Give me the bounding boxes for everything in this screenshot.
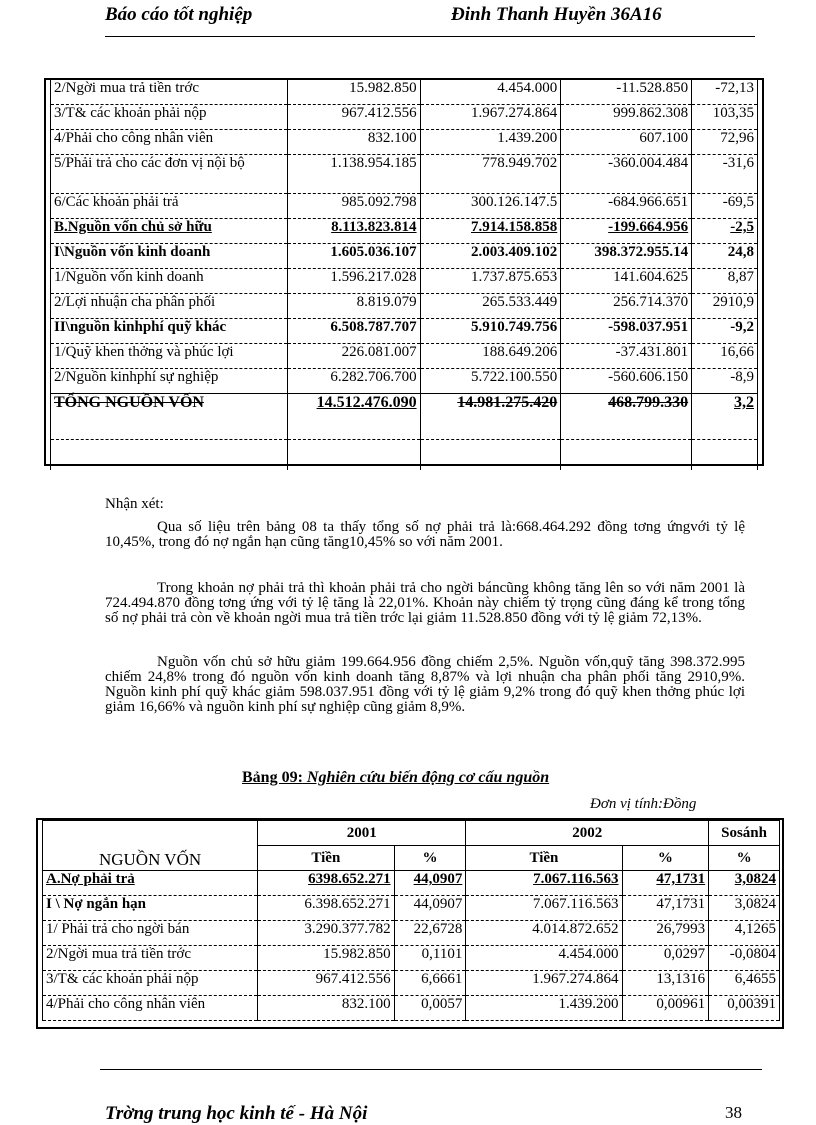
row-value: 607.100 xyxy=(561,130,692,155)
row-value: 4.014.872.652 xyxy=(466,921,622,946)
row-value: 6.398.652.271 xyxy=(258,896,394,921)
row-value: 6,4655 xyxy=(709,971,780,996)
comment-paragraph-3: Nguồn vốn chủ sở hữu giảm 199.664.956 đồng chiếm 2,5%. Nguồn vốn,quỹ tăng 398.372.995 chiếm 24,8% trong đó nguồn vốn kinh doanh tăng 8,87% và lợi nhuận cha phân phối tăng 2910,9%. Nguồn kinh phí quỹ khác giảm 598.037.951 đồng với tỷ lệ giảm 9,2% trong đó quỹ khen thởng phúc lợi giảm 16,66% và nguồn kinh phí sự nghiệp cũng giảm 8,9%. xyxy=(105,654,745,715)
structure-table xyxy=(36,818,784,1029)
row-label: A.Nợ phải trả xyxy=(43,871,258,896)
row-label: I \ Nợ ngắn hạn xyxy=(43,896,258,921)
table-row xyxy=(51,294,758,319)
row-value: 8.819.079 xyxy=(288,294,420,319)
footer-divider xyxy=(100,1069,762,1070)
row-value: 398.372.955.14 xyxy=(561,244,692,269)
row-value: 256.714.370 xyxy=(561,294,692,319)
table-row xyxy=(43,871,780,896)
row-value: -31,6 xyxy=(692,155,758,194)
empty-cell xyxy=(51,440,288,471)
col-header-compare: Sosánh xyxy=(709,821,780,846)
row-value: 8.113.823.814 xyxy=(288,219,420,244)
col-header-money-2002: Tiền xyxy=(466,846,622,871)
row-value: 468.799.330 xyxy=(561,394,692,440)
page-number: 38 xyxy=(725,1103,742,1122)
row-value: 6.282.706.700 xyxy=(288,369,420,394)
table-row xyxy=(51,194,758,219)
row-label: 3/T& các khoản phải nộp xyxy=(43,971,258,996)
row-value: 26,7993 xyxy=(622,921,709,946)
row-value: 7.067.116.563 xyxy=(466,871,622,896)
table-row xyxy=(51,394,758,440)
author-name: Đinh Thanh Huyền 36A16 xyxy=(451,4,662,25)
row-value: 1.967.274.864 xyxy=(420,105,561,130)
row-value: -72,13 xyxy=(692,80,758,105)
table-row xyxy=(51,80,758,105)
row-value: -69,5 xyxy=(692,194,758,219)
row-value: 6,6661 xyxy=(394,971,466,996)
row-value: 1.439.200 xyxy=(466,996,622,1021)
row-value: 985.092.798 xyxy=(288,194,420,219)
row-value: 1.439.200 xyxy=(420,130,561,155)
table-row xyxy=(51,219,758,244)
row-value: -2,5 xyxy=(692,219,758,244)
row-value: 22,6728 xyxy=(394,921,466,946)
row-value: 1.737.875.653 xyxy=(420,269,561,294)
row-value: 778.949.702 xyxy=(420,155,561,194)
row-value: 3,2 xyxy=(692,394,758,440)
comment-paragraph-1: Qua số liệu trên bảng 08 ta thấy tổng số nợ phải trả là:668.464.292 đồng tơng ứngvới tỷ lệ 10,45%, trong đó nợ ngắn hạn cũng tăng10,45% so với năm 2001. xyxy=(105,519,745,550)
table-row xyxy=(51,130,758,155)
row-label: 5/Phải trả cho các đơn vị nội bộ xyxy=(51,155,288,194)
row-value: 6398.652.271 xyxy=(258,871,394,896)
row-value: -684.966.651 xyxy=(561,194,692,219)
row-value: -37.431.801 xyxy=(561,344,692,369)
row-value: 967.412.556 xyxy=(288,105,420,130)
comments-title: Nhận xét: xyxy=(105,496,164,512)
row-value: 24,8 xyxy=(692,244,758,269)
table-number: Bảng 09: xyxy=(242,769,303,786)
col-header-2001: 2001 xyxy=(258,821,466,846)
empty-cell xyxy=(420,440,561,471)
empty-cell xyxy=(561,440,692,471)
row-label: 4/Phải cho công nhân viên xyxy=(43,996,258,1021)
row-value: 0,1101 xyxy=(394,946,466,971)
col-header-pct-2001: % xyxy=(394,846,466,871)
table-row xyxy=(43,896,780,921)
row-value: 2910,9 xyxy=(692,294,758,319)
row-value: -8,9 xyxy=(692,369,758,394)
row-value: 15.982.850 xyxy=(258,946,394,971)
row-value: 103,35 xyxy=(692,105,758,130)
row-label: 2/Ngời mua trả tiền trớc xyxy=(51,80,288,105)
row-value: 226.081.007 xyxy=(288,344,420,369)
row-value: 0,0297 xyxy=(622,946,709,971)
row-value: 14.981.275.420 xyxy=(420,394,561,440)
row-value: 2.003.409.102 xyxy=(420,244,561,269)
row-value: 0,00961 xyxy=(622,996,709,1021)
page-header xyxy=(105,0,755,37)
row-value: 3,0824 xyxy=(709,896,780,921)
table-row xyxy=(51,269,758,294)
row-value: 0,00391 xyxy=(709,996,780,1021)
row-label: 2/Lợi nhuận cha phân phối xyxy=(51,294,288,319)
row-value: 141.604.625 xyxy=(561,269,692,294)
empty-row xyxy=(51,440,758,471)
col-header-money-2001: Tiền xyxy=(258,846,394,871)
table-row xyxy=(51,244,758,269)
row-value: 832.100 xyxy=(288,130,420,155)
col-header-pct-compare: % xyxy=(709,846,780,871)
row-value: -9,2 xyxy=(692,319,758,344)
table-row xyxy=(51,105,758,130)
row-value: 47,1731 xyxy=(622,871,709,896)
row-value: 967.412.556 xyxy=(258,971,394,996)
row-value: 5.910.749.756 xyxy=(420,319,561,344)
row-value: 15.982.850 xyxy=(288,80,420,105)
table-row xyxy=(51,344,758,369)
col-header-2002: 2002 xyxy=(466,821,709,846)
row-label: 6/Các khoản phải trả xyxy=(51,194,288,219)
row-value: 6.508.787.707 xyxy=(288,319,420,344)
row-value: 1.596.217.028 xyxy=(288,269,420,294)
table-row xyxy=(51,319,758,344)
row-value: 265.533.449 xyxy=(420,294,561,319)
row-label: TỔNG NGUỒN VỐN xyxy=(51,394,288,440)
row-value: 3,0824 xyxy=(709,871,780,896)
row-value: 14.512.476.090 xyxy=(288,394,420,440)
row-value: 8,87 xyxy=(692,269,758,294)
row-label: II\nguồn kinhphí quỹ khác xyxy=(51,319,288,344)
row-value: 7.067.116.563 xyxy=(466,896,622,921)
table-row xyxy=(43,996,780,1021)
row-value: -560.606.150 xyxy=(561,369,692,394)
row-value: 1.967.274.864 xyxy=(466,971,622,996)
row-value: 5.722.100.550 xyxy=(420,369,561,394)
row-value: 44,0907 xyxy=(394,896,466,921)
table-row xyxy=(43,946,780,971)
row-value: 44,0907 xyxy=(394,871,466,896)
row-value: 47,1731 xyxy=(622,896,709,921)
row-value: 188.649.206 xyxy=(420,344,561,369)
row-value: -11.528.850 xyxy=(561,80,692,105)
row-value: 3.290.377.782 xyxy=(258,921,394,946)
empty-cell xyxy=(288,440,420,471)
row-value: -0,0804 xyxy=(709,946,780,971)
row-value: 999.862.308 xyxy=(561,105,692,130)
row-value: 7.914.158.858 xyxy=(420,219,561,244)
row-label: 1/Quỹ khen thởng và phúc lợi xyxy=(51,344,288,369)
table-row xyxy=(51,155,758,194)
row-value: 4.454.000 xyxy=(420,80,561,105)
row-value: 0,0057 xyxy=(394,996,466,1021)
row-value: 832.100 xyxy=(258,996,394,1021)
unit-label: Đơn vị tính:Đồng xyxy=(590,796,697,812)
table-row xyxy=(43,971,780,996)
row-value: 1.605.036.107 xyxy=(288,244,420,269)
row-label: 2/Ngời mua trả tiền trớc xyxy=(43,946,258,971)
row-value: -199.664.956 xyxy=(561,219,692,244)
row-label: 1/Nguồn vốn kinh doanh xyxy=(51,269,288,294)
table-caption-text: Nghiên cứu biến động cơ cấu nguồn xyxy=(302,769,550,786)
row-label: 1/ Phải trả cho ngời bán xyxy=(43,921,258,946)
comment-paragraph-2: Trong khoản nợ phải trả thì khoản phải trả cho ngời báncũng không tăng lên so với năm 2001 là 724.494.870 đồng tơng ứng với tỷ lệ tăng là 22,01%. Khoản này chiếm tỷ trọng cũng đáng kể trong tổng số nợ phải trả còn về khoản ngời mua trả tiền trớc lại giảm 11.528.850 đồng với tỷ lệ giảm 72,13%. xyxy=(105,580,745,626)
row-value: 300.126.147.5 xyxy=(420,194,561,219)
row-value: 13,1316 xyxy=(622,971,709,996)
row-value: 72,96 xyxy=(692,130,758,155)
col-header-pct-2002: % xyxy=(622,846,709,871)
school-name: Trờng trung học kinh tế - Hà Nội xyxy=(105,1103,368,1124)
row-label: B.Nguồn vốn chủ sở hữu xyxy=(51,219,288,244)
table-row xyxy=(43,921,780,946)
row-label: 4/Phải cho công nhân viên xyxy=(51,130,288,155)
table-row xyxy=(51,369,758,394)
empty-cell xyxy=(692,440,758,471)
row-label: 2/Nguồn kinhphí sự nghiệp xyxy=(51,369,288,394)
capital-table xyxy=(44,78,764,466)
row-label: I\Nguồn vốn kinh doanh xyxy=(51,244,288,269)
row-value: 1.138.954.185 xyxy=(288,155,420,194)
row-value: 16,66 xyxy=(692,344,758,369)
col-header-source: NGUỒN VỐN xyxy=(43,821,258,871)
row-value: -360.004.484 xyxy=(561,155,692,194)
row-value: 4.454.000 xyxy=(466,946,622,971)
report-title: Báo cáo tốt nghiệp xyxy=(105,4,253,25)
row-value: -598.037.951 xyxy=(561,319,692,344)
row-value: 4,1265 xyxy=(709,921,780,946)
row-label: 3/T& các khoản phải nộp xyxy=(51,105,288,130)
table-caption xyxy=(242,769,549,787)
